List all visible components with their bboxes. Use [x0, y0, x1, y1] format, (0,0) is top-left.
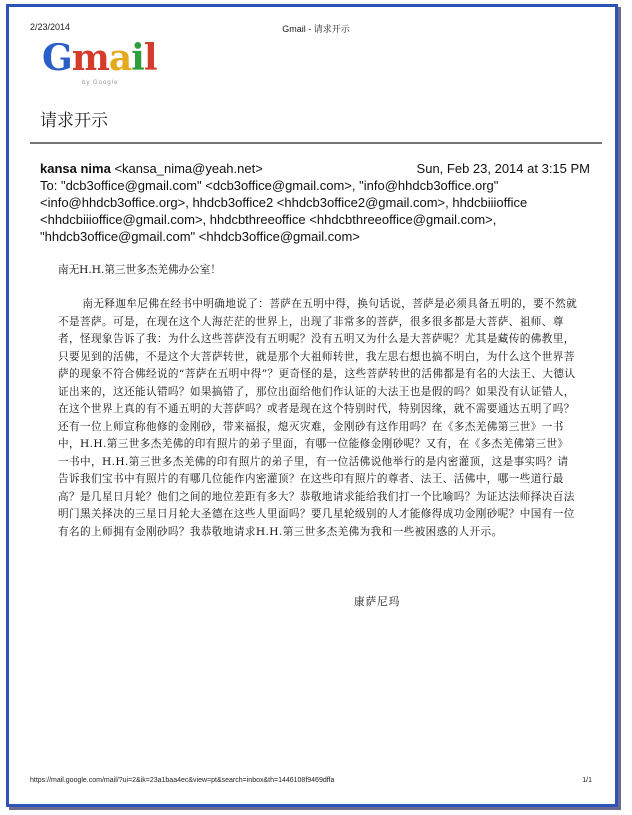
recipient-line-2: <info@hhdcb3office.org>, hhdcb3office2 <hhdcb3office2@gmail.com>, hhdcbiiioffice: [40, 195, 528, 210]
letter-body: 南无释迦牟尼佛在经书中明确地说了：菩萨在五明中得，换句话说，菩萨是必须具备五明的，要不然就不是菩萨。可是，在现在这个人海茫茫的世界上，出现了非常多的菩萨，很多很多都是大菩萨、祖师、尊者，怪现象告诉了我：为什么这些菩萨没有五明呢？没有五明又为什么是大菩萨呢？尤其是藏传的佛教里，只要见到的活佛，不是这个大菩萨转世，就是那个大祖师转世，我左思右想也搞不明白，为什么这个世界菩萨的现象不符合佛经说的“菩萨在五明中得”？更奇怪的是，这些菩萨转世的活佛都是有名的大法王、大德认证出来的，这还能认错吗？如果搞错了，那位出面给他们作认证的大法王也是假的吗？如果没有认证错人，在这个世界上真的有不通五明的大菩萨吗？或者是现在这个特别时代，特别因缘，就不需要通达五明了吗？还有一位上师宣称他修的金刚砂，带来福报，熄灭灾难，金刚砂有这作用吗？在《多杰羌佛第三世》一书中，H.H.第三世多杰羌佛的印有照片的弟子里面，有哪一位能修金刚砂呢？又有，在《多杰羌佛第三世》一书中，H.H.第三世多杰羌佛的印有照片的弟子里，有一位活佛说他举行的是内密灌顶，这是事实吗？请告诉我们宝书中有照片的有哪几位能作内密灌顶？在这些印有照片的尊者、法王、活佛中，哪一些道行最高？是几星日月轮？他们之间的地位差距有多大？恭敬地请求能给我们打一个比喻吗？为证达法师择决百法明门黑关择决的三星日月轮大圣德在这些人里面吗？要几星轮级别的人才能修得成功金刚砂呢？中国有一位有名的上师拥有金刚砂吗？我恭敬地请求H.H.第三世多杰羌佛为我和一些被困惑的人开示。: [58, 298, 578, 538]
logo-letter: l: [143, 37, 157, 79]
sender-email: <kansa_nima@yeah.net>: [114, 161, 263, 176]
print-footer-page: 1/1: [582, 777, 592, 784]
recipient-line-4: "hhdcb3office@gmail.com" <hhdcb3office@gmail.com>: [40, 229, 360, 244]
letter-signature: 康萨尼玛: [354, 596, 401, 608]
header-divider: [30, 142, 602, 144]
logo-letter: a: [108, 37, 132, 79]
message-header: [40, 160, 590, 245]
print-footer-url: https://mail.google.com/mail/?ui=2&ik=23a1baa4ec&view=pt&search=inbox&th=1446108f9469dffa: [30, 777, 335, 784]
letter-salutation: 南无H.H.第三世多杰羌佛办公室！: [58, 264, 221, 276]
recipient-line-1: To: "dcb3office@gmail.com" <dcb3office@gmail.com>, "info@hhdcb3office.org": [40, 178, 499, 193]
print-date: 2/23/2014: [30, 22, 71, 32]
email-subject: 请求开示: [40, 111, 108, 131]
logo-letter: i: [131, 37, 144, 79]
recipient-line-3: <hhdcbiiioffice@gmail.com>, hhdcbthreeoffice <hhdcbthreeoffice@gmail.com>,: [40, 212, 497, 227]
gmail-logo-subtext: by Google: [82, 80, 119, 86]
print-title: Gmail - 请求开示: [282, 24, 350, 34]
sender-name: kansa nima: [40, 161, 111, 176]
sender-line: [40, 160, 590, 177]
logo-letter: G: [42, 37, 72, 79]
logo-letter: m: [71, 37, 109, 79]
letter-content: [58, 262, 578, 541]
gmail-logo: [42, 37, 157, 79]
sent-date: Sun, Feb 23, 2014 at 3:15 PM: [416, 161, 590, 176]
